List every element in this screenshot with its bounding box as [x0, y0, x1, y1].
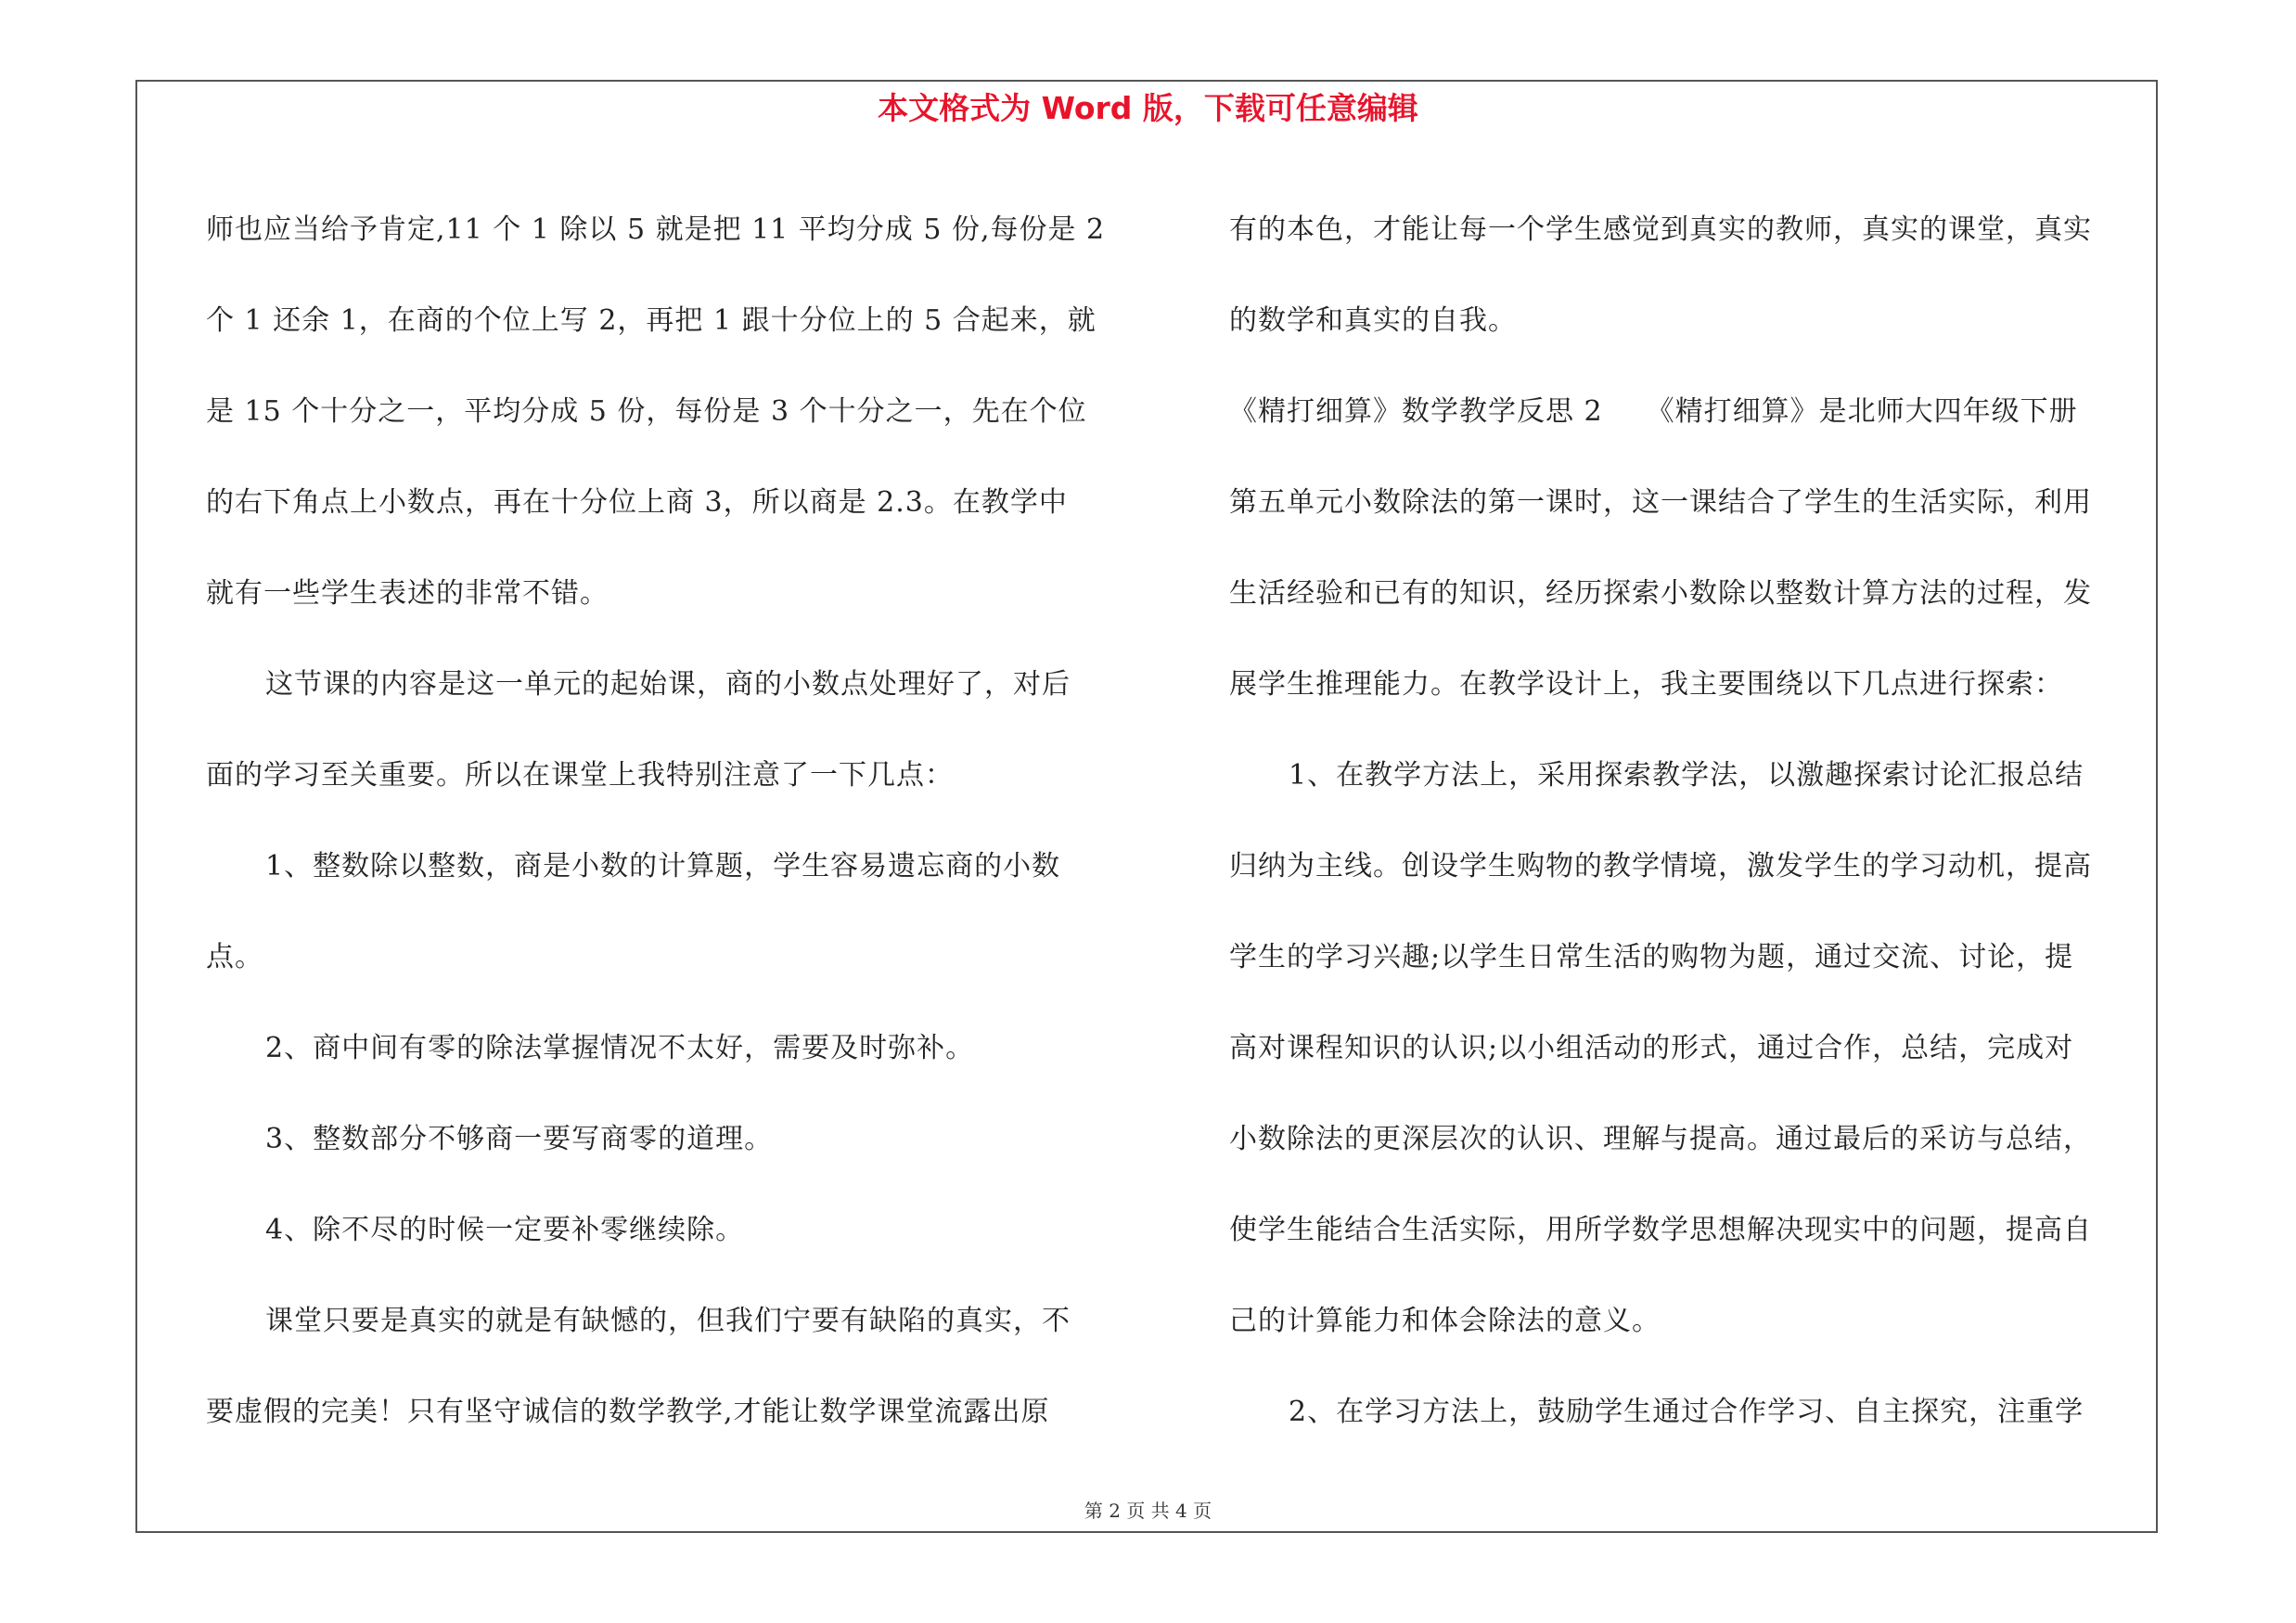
- text-line: 《精打细算》数学教学反思 2 《精打细算》是北师大四年级下册: [1229, 395, 2078, 428]
- text-line: 的右下角点上小数点，再在十分位上商 3，所以商是 2.3。在教学中: [206, 486, 1068, 519]
- text-line: 使学生能结合生活实际，用所学数学思想解决现实中的问题，提高自: [1229, 1214, 2092, 1246]
- text-line: 有的本色，才能让每一个学生感觉到真实的教师，真实的课堂，真实: [1229, 213, 2092, 246]
- text-line: 学生的学习兴趣;以学生日常生活的购物为题，通过交流、讨论，提: [1229, 941, 2074, 973]
- text-line: 小数除法的更深层次的认识、理解与提高。通过最后的采访与总结，: [1229, 1123, 2092, 1155]
- text-line: 的数学和真实的自我。: [1229, 304, 1517, 337]
- right-text-column: [1229, 185, 2148, 1458]
- text-line: 己的计算能力和体会除法的意义。: [1229, 1305, 1661, 1337]
- text-line: 面的学习至关重要。所以在课堂上我特别注意了一下几点：: [206, 759, 954, 792]
- page-footer: 第 2 页 共 4 页: [1084, 1500, 1212, 1522]
- left-text-column: [206, 185, 1124, 1458]
- text-line: 是 15 个十分之一，平均分成 5 份，每份是 3 个十分之一，先在个位: [206, 395, 1087, 428]
- text-line: 生活经验和已有的知识，经历探索小数除以整数计算方法的过程，发: [1229, 577, 2092, 610]
- text-line: 这节课的内容是这一单元的起始课，商的小数点处理好了，对后: [265, 668, 1071, 701]
- text-line: 第五单元小数除法的第一课时，这一课结合了学生的生活实际，利用: [1229, 486, 2092, 519]
- text-line: 就有一些学生表述的非常不错。: [206, 577, 609, 610]
- text-line: 1、在教学方法上，采用探索教学法，以激趣探索讨论汇报总结: [1289, 759, 2084, 792]
- word-format-banner: 本文格式为 Word 版，下载可任意编辑: [878, 90, 1418, 126]
- text-line: 归纳为主线。创设学生购物的教学情境，激发学生的学习动机，提高: [1229, 850, 2092, 882]
- text-line: 2、商中间有零的除法掌握情况不太好，需要及时弥补。: [265, 1032, 975, 1064]
- text-line: 课堂只要是真实的就是有缺憾的，但我们宁要有缺陷的真实，不: [265, 1305, 1071, 1337]
- text-line: 点。: [206, 941, 263, 973]
- text-line: 1、整数除以整数，商是小数的计算题，学生容易遗忘商的小数: [265, 850, 1061, 882]
- text-line: 高对课程知识的认识;以小组活动的形式，通过合作，总结，完成对: [1229, 1032, 2074, 1064]
- text-line: 师也应当给予肯定,11 个 1 除以 5 就是把 11 平均分成 5 份,每份是 2: [206, 213, 1106, 246]
- text-line: 要虚假的完美！只有坚守诚信的数学教学,才能让数学课堂流露出原: [206, 1396, 1050, 1428]
- text-line: 展学生推理能力。在教学设计上，我主要围绕以下几点进行探索：: [1229, 668, 2063, 701]
- text-line: 4、除不尽的时候一定要补零继续除。: [265, 1214, 745, 1246]
- text-line: 2、在学习方法上，鼓励学生通过合作学习、自主探究，注重学: [1289, 1396, 2084, 1428]
- text-line: 个 1 还余 1，在商的个位上写 2，再把 1 跟十分位上的 5 合起来，就: [206, 304, 1097, 337]
- text-line: 3、整数部分不够商一要写商零的道理。: [265, 1123, 774, 1155]
